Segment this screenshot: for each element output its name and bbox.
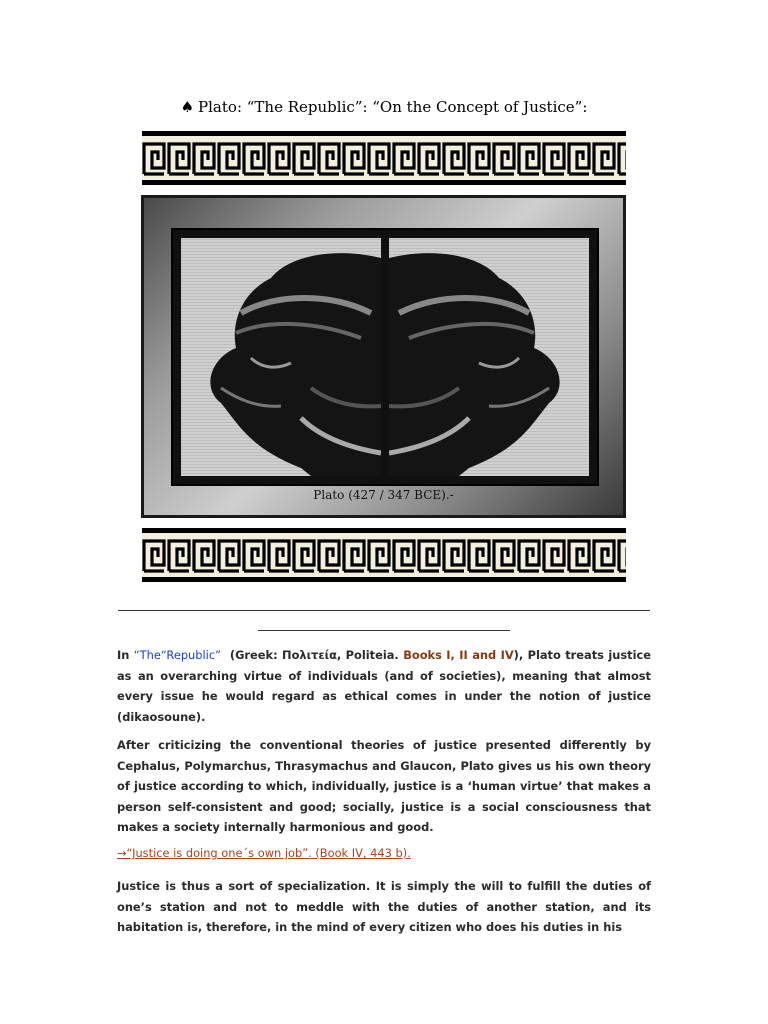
plato-bust-right	[389, 238, 589, 476]
plato-portrait-frame	[141, 195, 626, 518]
spade-icon: ♠	[180, 98, 195, 116]
bust-left-image	[181, 238, 381, 476]
intro-rest: ), Plato treats justice as an overarching virtue of individuals (and of societies), meaning that almost every issue he would regard as ethical comes in under the notion of justice (dikaosoune).	[117, 648, 651, 724]
books-reference: Books I, II and IV	[403, 648, 514, 662]
intro-greek: (Greek: Πολιτεία, Politeia.	[221, 648, 404, 662]
greek-key-border-bottom	[142, 528, 626, 582]
intro-in: In	[117, 648, 134, 662]
title-text: Plato: “The Republic”: “On the Concept of Justice”:	[198, 98, 588, 116]
republic-link[interactable]: “The“Republic”	[133, 648, 222, 662]
justice-quote-link[interactable]: →“Justice is doing one´s own job”. (Book IV, 443 b).	[117, 846, 411, 860]
divider-long	[118, 610, 650, 611]
paragraph-specialization: Justice is thus a sort of specialization. It is simply the will to fulfill the duties of one’s station and not to meddle with the duties of another station, and its habitation is, therefore, in the mind of every citizen who does his duties in his	[117, 879, 651, 934]
greek-key-border-top	[142, 131, 626, 185]
paragraph-intro	[117, 645, 651, 727]
paragraph-theory: After criticizing the conventional theories of justice presented differently by Cephalus, Polymarchus, Thrasymachus and Glaucon, Plato gives us his own theory of justice according to which, individually, justice is a ‘human virtue’ that makes a person self-consistent and good; socially, justice is a social consciousness that makes a society internally harmonious and good.	[117, 738, 651, 834]
portrait-image	[171, 228, 599, 486]
greek-key-pattern-top	[142, 136, 626, 180]
portrait-caption: Plato (427 / 347 BCE).-	[313, 488, 454, 502]
divider-short	[258, 630, 510, 631]
page-title	[0, 98, 768, 116]
bust-right-image	[389, 238, 589, 476]
plato-bust-left	[181, 238, 381, 476]
greek-key-pattern-bottom	[142, 533, 626, 577]
